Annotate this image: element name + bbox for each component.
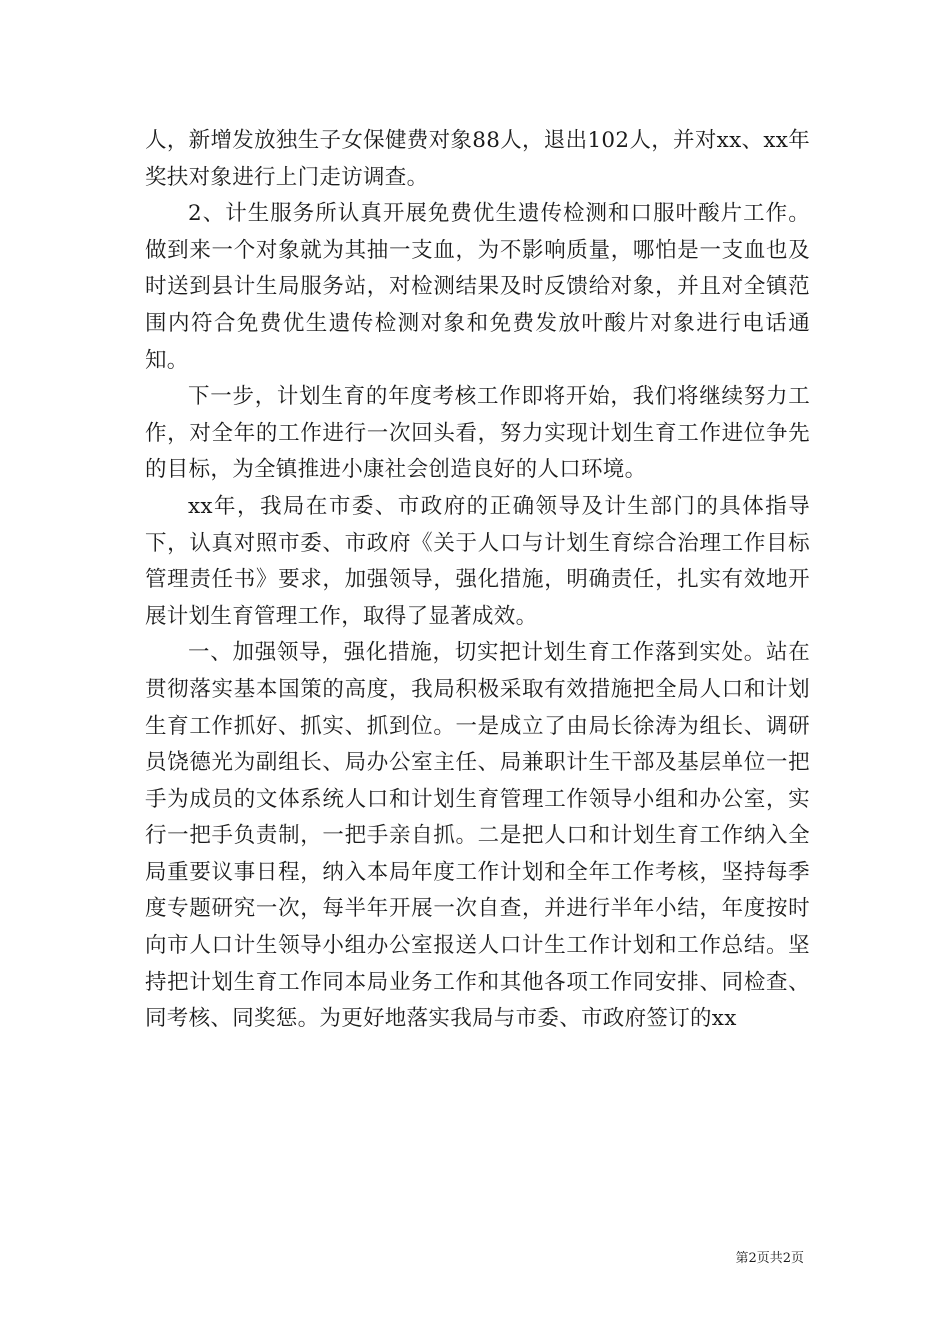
page-number: 第2页共2页 bbox=[735, 1251, 804, 1266]
paragraph-continued: 人，新增发放独生子女保健费对象88人，退出102人，并对xx、xx年奖扶对象进行上门走访调查。 bbox=[145, 128, 810, 190]
paragraph-annual-summary: xx年，我局在市委、市政府的正确领导及计生部门的具体指导下，认真对照市委、市政府《关于人口与计划生育综合治理工作目标管理责任书》要求，加强领导，强化措施，明确责任，扎实有效地开展计划生育管理工作，取得了显著成效。 bbox=[145, 493, 810, 629]
paragraph-service-station: 2、计生服务所认真开展免费优生遗传检测和口服叶酸片工作。做到来一个对象就为其抽一支血，为不影响质量，哪怕是一支血也及时送到县计生局服务站，对检测结果及时反馈给对象，并且对全镇范围内符合免费优生遗传检测对象和免费发放叶酸片对象进行电话通知。 bbox=[145, 201, 810, 373]
paragraph-section-one: 一、加强领导，强化措施，切实把计划生育工作落到实处。站在贯彻落实基本国策的高度，我局积极采取有效措施把全局人口和计划生育工作抓好、抓实、抓到位。一是成立了由局长徐涛为组长、调研员饶德光为副组长、局办公室主任、局兼职计生干部及基层单位一把手为成员的文体系统人口和计划生育管理工作领导小组和办公室，实行一把手负责制，一把手亲自抓。二是把人口和计划生育工作纳入全局重要议事日程，纳入本局年度工作计划和全年工作考核，坚持每季度专题研究一次，每半年开展一次自查，并进行半年小结，年度按时向市人口计生领导小组办公室报送人口计生工作计划和工作总结。坚持把计划生育工作同本局业务工作和其他各项工作同安排、同检查、同考核、同奖惩。为更好地落实我局与市委、市政府签订的xx bbox=[145, 640, 810, 1032]
document-body bbox=[145, 123, 810, 1038]
paragraph-next-step: 下一步，计划生育的年度考核工作即将开始，我们将继续努力工作，对全年的工作进行一次回头看，努力实现计划生育工作进位争先的目标，为全镇推进小康社会创造良好的人口环境。 bbox=[145, 384, 810, 483]
